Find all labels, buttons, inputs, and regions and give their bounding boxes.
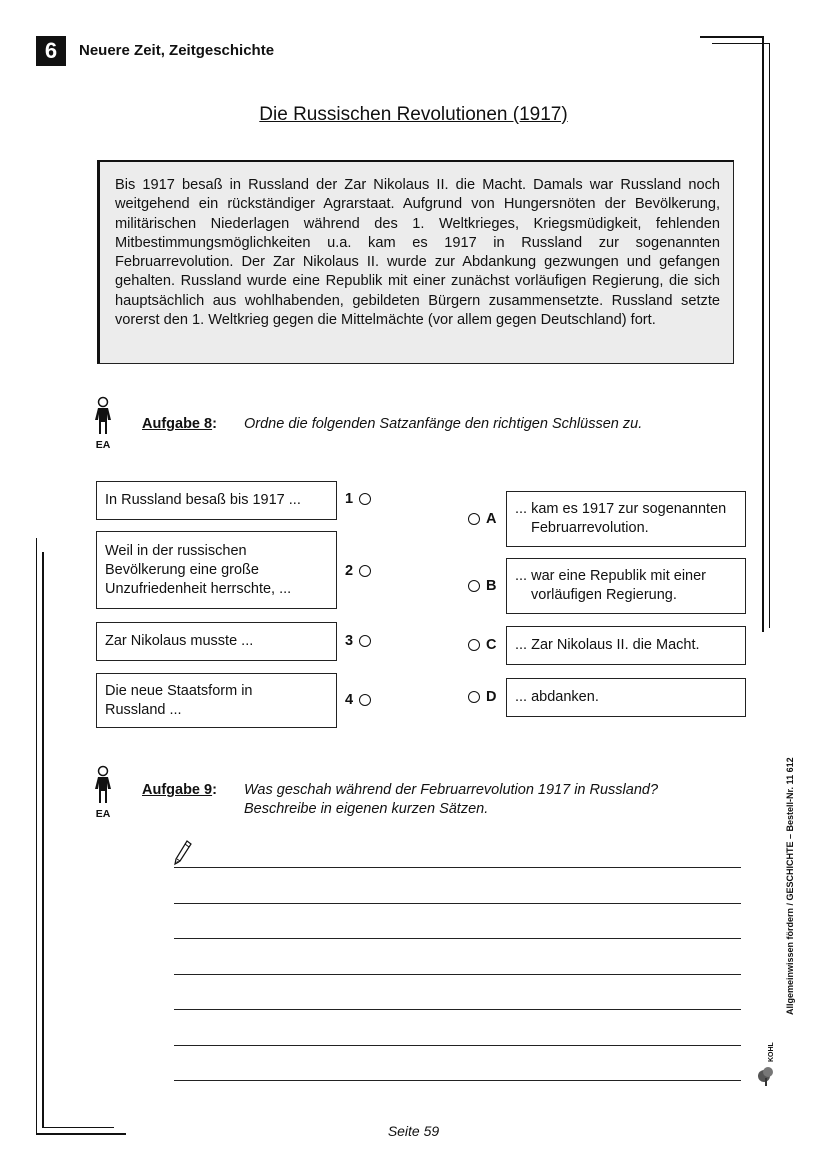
match-left-2-text: Weil in der russischen Bevölkerung eine große Unzufriedenheit herrschte, ... [105, 542, 292, 597]
task8-colon: : [212, 416, 217, 432]
match-num-2 [345, 563, 371, 579]
match-right-b-text: ... war eine Republik mit einer vorläufigen Regierung. [515, 568, 706, 603]
match-left-3-text: Zar Nikolaus musste ... [105, 633, 254, 649]
task9-colon: : [212, 782, 217, 798]
page-title-text: Die Russischen Revolutionen (1917) [259, 104, 568, 125]
ea-label-2: EA [95, 808, 111, 820]
match-letter-c-label: C [486, 637, 497, 653]
match-left-1-text: In Russland besaß bis 1917 ... [105, 492, 301, 508]
writing-line[interactable] [174, 1045, 741, 1046]
match-right-c-text: ... Zar Nikolaus II. die Macht. [515, 637, 700, 653]
match-left-3 [96, 622, 337, 661]
frame-top-line [700, 36, 763, 38]
answer-circle-b[interactable] [468, 580, 480, 592]
match-letter-d-label: D [486, 689, 497, 705]
answer-circle-a[interactable] [468, 513, 480, 525]
side-publisher-text: Allgemeinwissen fördern / GESCHICHTE – Bestell-Nr. 11 612 [785, 757, 795, 1015]
answer-circle-d[interactable] [468, 691, 480, 703]
frame-left-line [36, 538, 37, 1134]
writing-line[interactable] [174, 1009, 741, 1010]
task9-heading [142, 781, 217, 799]
answer-circle-1[interactable] [359, 493, 371, 505]
pencil-icon [174, 840, 192, 866]
match-right-c [506, 626, 746, 665]
match-letter-b-label: B [486, 578, 497, 594]
task8-heading [142, 415, 217, 433]
publisher-logo [756, 1022, 782, 1088]
task9-instruction-2: Beschreibe in eigenen kurzen Sätzen. [244, 801, 489, 817]
match-left-1 [96, 481, 337, 520]
writing-line[interactable] [174, 938, 741, 939]
page-title [0, 104, 827, 126]
answer-circle-2[interactable] [359, 565, 371, 577]
match-num-1 [345, 491, 371, 507]
intro-text-box: Bis 1917 besaß in Russland der Zar Nikolaus II. die Macht. Damals war Russland noch weitgehend ein rückständiger Agrarstaat. Aufgrund von Hungersnöten der Bevölkerung, militärischen Niederlagen während des 1. Weltkrieges, Kriegsmüdigkeit, fehlenden Mitbestimmungsmöglichkeiten u.a. kam es 1917 in Russland zur sogenannten Februarrevolution. Der Zar Nikolaus II. wurde zur Abdankung gezwungen und gefangen gehalten. Russland wurde eine Republik mit einer zunächst vorläufigen Regierung, die sich hauptsächlich aus wohlhabenden, gebildeten Bürgern zusammensetzte. Russland setzte vorerst den 1. Weltkrieg gegen die Mittelmächte (vor allem gegen Deutschland) fort. [97, 160, 734, 364]
match-num-2-label: 2 [345, 563, 354, 579]
match-right-d-text: ... abdanken. [515, 689, 599, 705]
answer-circle-c[interactable] [468, 639, 480, 651]
match-left-4-text: Die neue Staatsform in Russland ... [105, 682, 253, 718]
frame-right-line-inner [769, 43, 770, 628]
match-right-b [506, 558, 746, 614]
match-num-4 [345, 692, 371, 708]
match-right-d [506, 678, 746, 717]
writing-line[interactable] [174, 903, 741, 904]
match-left-4 [96, 673, 337, 728]
task9-instruction-1: Was geschah während der Februarrevolution 1917 in Russland? [244, 782, 659, 798]
person-icon [92, 396, 114, 436]
match-num-3 [345, 633, 371, 649]
match-letter-b [468, 578, 496, 594]
answer-circle-4[interactable] [359, 694, 371, 706]
frame-left-line-inner [42, 552, 44, 1127]
match-letter-a-label: A [486, 511, 497, 527]
match-num-3-label: 3 [345, 633, 354, 649]
match-letter-a [468, 511, 496, 527]
chapter-number: 6 [36, 36, 66, 66]
match-num-1-label: 1 [345, 491, 354, 507]
task9-label: Aufgabe 9 [142, 782, 213, 798]
page-number: Seite 59 [387, 1123, 440, 1139]
task8-instruction: Ordne die folgenden Satzanfänge den richtigen Schlüssen zu. [244, 416, 643, 432]
writing-line[interactable] [174, 867, 741, 868]
match-num-4-label: 4 [345, 692, 354, 708]
writing-line[interactable] [174, 974, 741, 975]
match-right-a [506, 491, 746, 547]
task8-label: Aufgabe 8 [142, 416, 213, 432]
writing-line[interactable] [174, 1080, 741, 1081]
match-right-a-text: ... kam es 1917 zur sogenannten Februarrevolution. [515, 501, 727, 536]
ea-label: EA [95, 439, 111, 451]
frame-top-line-inner [712, 43, 769, 44]
chapter-title: Neuere Zeit, Zeitgeschichte [79, 42, 275, 59]
answer-circle-3[interactable] [359, 635, 371, 647]
match-letter-c [468, 637, 496, 653]
match-letter-d [468, 689, 496, 705]
logo-text: KOHL [768, 1042, 775, 1062]
person-icon-2 [92, 765, 114, 805]
match-left-2 [96, 531, 337, 609]
